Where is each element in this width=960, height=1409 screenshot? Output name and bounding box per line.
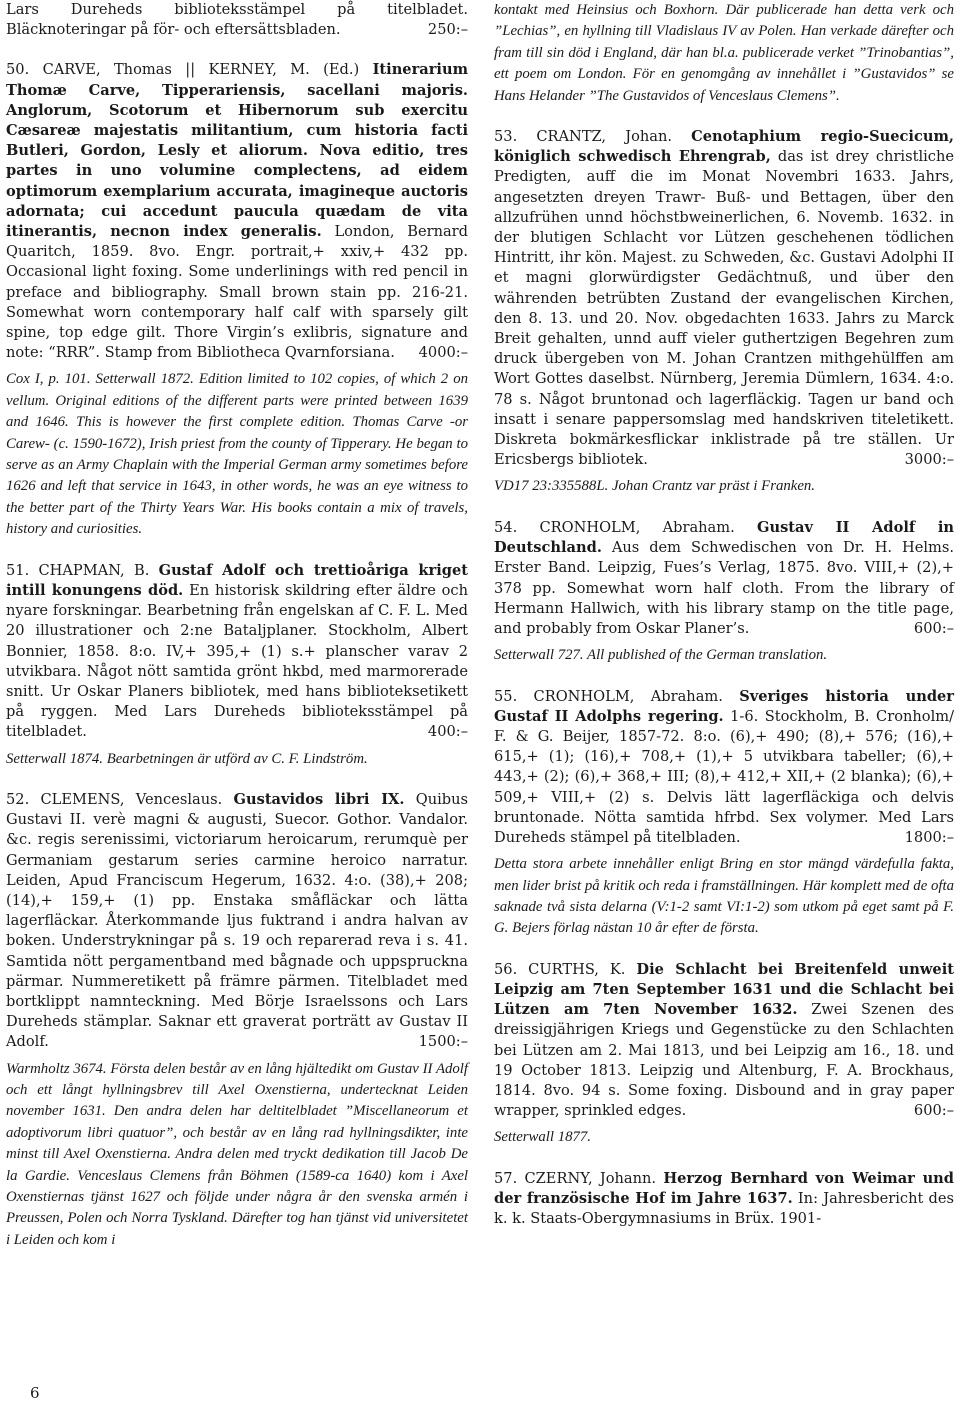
entry-heading: 53. CRANTZ, Johan. — [494, 128, 672, 146]
entry-title: Die Schlacht bei Breitenfeld unweit Leipzig am 7ten September 1631 und die Schlacht bei Lützen am 7ten November 1632. — [494, 960, 954, 1019]
catalog-entry-52 — [6, 790, 468, 1251]
entry-title: Sveriges historia under Gustaf II Adolphs regering. — [494, 687, 954, 725]
entry-note: Setterwall 1877. — [494, 1129, 591, 1146]
entry-price: 3000:– — [904, 451, 954, 469]
entry-description: In: Jahresbericht des k. k. Staats-Obergymnasiums in Brüx. 1901- — [494, 1190, 955, 1228]
entry-description: Zwei Szenen des dreissigjährigen Kriegs und Gegenstücke zu den Schlachten bei Lützen am 2. Mai 1813, und bei Leipzig am 16., 18. und 19 October 1813. Leipzig und Altenburg, F. A. Brockhaus, 1814. 8vo. 94 s. Some foxing. Disbound and in gray paper wrapper, sprinkled edges. — [494, 1001, 954, 1120]
page-number: 6 — [30, 1384, 40, 1402]
entry-description: Lars Dureheds biblioteksstämpel på titelbladet. Bläcknoteringar på för- och eftersättsbladen. — [6, 1, 468, 39]
entry-description: Aus dem Schwedischen von Dr. H. Helms. Erster Band. Leipzig, Fues’s Verlag, 1875. 8vo. VIII,+ (2),+ 378 pp. Somewhat worn half cloth. From the library of Hermann Hallwich, with his library stamp on the title page, and probably from Oskar Planer’s. — [494, 539, 954, 637]
continuation-entry-49 — [6, 0, 468, 40]
entry-heading-editor: KERNEY, M. (Ed.) — [208, 61, 360, 79]
entry-title: Itinerarium Thomæ Carve, Tipperariensis, sacellani majoris. Anglorum, Scotorum et Hibernorum sub exercitu Cæsareæ majestatis militantium, cum historia facti Butleri, Gordon, Lesly et aliorum. Nova editio, tres partes in uno volumine complectens, ad eidem optimorum exemplarium accurata, imagineque auctoris adornata; cui accedunt paucula quædam de vita itinerantis, necnon index generalis. — [6, 61, 469, 241]
entry-title: Herzog Bernhard von Weimar und der französische Hof im Jahre 1637. — [494, 1169, 954, 1207]
entry-heading: 51. CHAPMAN, B. — [6, 561, 150, 579]
catalog-entry-50 — [6, 60, 468, 540]
left-column — [6, 0, 468, 1251]
entry-title: Cenotaphium regio-Suecicum, königlich schwedisch Ehrengrab, — [494, 128, 954, 166]
catalog-entry-57 — [494, 1169, 954, 1230]
right-column — [494, 0, 954, 1229]
catalog-entry-56 — [494, 960, 954, 1149]
entry-note: Setterwall 1874. Bearbetningen är utförd av C. F. Lindström. — [6, 750, 368, 767]
entry-note: Detta stora arbete innehåller enligt Bring en stor mängd värdefulla fakta, men lider brist på kritik och reda i framställningen. Här komplett med de ofta saknade två sista delarna (V:1-2 samt VI:1-2) som utkom på eget samt på F. G. Bejers förlag nästan 10 år efter de första. — [494, 856, 954, 937]
entry-heading: 55. CRONHOLM, Abraham. — [494, 687, 723, 705]
entry-title: Gustavidos libri IX. — [233, 790, 405, 808]
entry-note: Warmholtz 3674. Första delen består av en lång hjältedikt om Gustav II Adolf och ett långt hyllningsbrev till Axel Oxenstierna, undertecknat Leiden november 1631. Den andra delen har deltitelbladet ”Miscellaneorum et adoptivorum libri quatuor”, och består av en lång rad hyllningsdikter, inte minst till Axel Oxenstierna. Andra delen med tryckt dedikation till Jacob De la Gardie. Venceslaus Clemens från Böhmen (1589-ca 1640) kom i Axel Oxenstiernas tjänst 1627 och följde under några år den svenska armén i Preussen, Polen och Norra Tyskland. Därefter tog han tjänst vid universitetet i Leiden och kom i — [6, 1060, 468, 1248]
entry-price: 1500:– — [418, 1033, 468, 1051]
entry-note: Setterwall 727. All published of the German translation. — [494, 647, 828, 664]
entry-description: London, Bernard Quaritch, 1859. 8vo. Engr. portrait,+ xxiv,+ 432 pp. Occasional light foxing. Some underlinings with red pencil in preface and bibliography. Small brown stain pp. 216-21. Somewhat worn contemporary half calf with sparsely gilt spine, top edge gilt. Thore Virgin’s exlibris, signature and note: “RRR”. Stamp from Bibliotheca Qvarnforsiana. — [6, 223, 468, 362]
entry-description: Quibus Gustavi II. verè magni & augusti, Suecor. Gothor. Vandalor. &c. regis serenissimi, victoriarum heroicarum, rerumquè per Germaniam gestarum series carmine heroico narratur. Leiden, Apud Franciscum Hegerum, 1632. 4:o. (38),+ 208; (14),+ 159,+ (1) pp. Enstaka småfläckar och lätta lagerfläckar. Återkommande ljus fuktrand i andra halvan av boken. Understrykningar på s. 19 och reparerad reva i s. 41. Samtida nött pergamentband med bågnade och uppspruckna pärmar. Nummeretikett på främre pärmen. Titelbladet med bortklippt namnteckning. Med Börje Israelssons och Lars Dureheds stämplar. Saknar ett graverat porträtt av Gustav II Adolf. — [6, 790, 468, 1051]
catalog-entry-54 — [494, 518, 954, 667]
entry-heading: 54. CRONHOLM, Abraham. — [494, 518, 735, 536]
entry-note: Cox I, p. 101. Setterwall 1872. Edition limited to 102 copies, of which 2 on vellum. Original editions of the different parts were printed between 1639 and 1646. This is however the first complete edition. Thomas Carve -or Carew- (c. 1590-1672), Irish priest from the county of Tipperary. He began to serve as an Army Chaplain with the Imperial German army sometimes before 1626 and left that service in 1643, in other words, he was an eye witness to the better part of the Thirty Years War. His books contain a mix of travels, history and curiosities. — [6, 371, 468, 538]
entry-price: 400:– — [427, 723, 468, 741]
entry-separator: || — [185, 61, 196, 79]
entry-description: 1-6. Stockholm, B. Cronholm/ F. & G. Beijer, 1857-72. 8:o. (6),+ 490; (8),+ 576; (16),+ 615,+ (1); (16),+ 708,+ (1),+ 5 utvikbara tabeller; (6),+ 443,+ (2); (6),+ 368,+ III; (8),+ 412,+ XII,+ (2 blanka); (6),+ 509,+ VIII,+ (2) s. Delvis lätt lagerfläckiga och delvis bruntonade. Nötta samtida hfrbd. Sex volymer. Med Lars Dureheds stämpel på titelbladen. — [494, 707, 954, 846]
entry-price: 600:– — [913, 619, 954, 637]
entry-price: 600:– — [913, 1102, 954, 1120]
entry-heading: 52. CLEMENS, Venceslaus. — [6, 790, 223, 808]
entry-heading: 50. CARVE, Thomas — [6, 61, 172, 79]
catalog-entry-55 — [494, 687, 954, 940]
entry-description: das ist drey christliche Predigten, auff die im Monat Novembri 1633. Jahrs, angesetzten dreyen Trawr- Buß- und Bettagen, über den allzufrühen unnd höchstbweinerlichen, 6. Novemb. 1632. in der blutigen Schlacht vor Lützen geschehenen tödlichen Hintritt, ihr kön. Majest. zu Schweden, &c. Gustavi Adolphi II et magni glorwürdigster Gedächtnuß, und über den währenden betrübten Zustand der evangelischen Kirchen, den 8. 13. und 20. Nov. obgedachten 1633. Jahrs zu Marck Breit gehalten, unnd auff vieler guthertzigen Begehren zum druck übergeben von M. Johan Crantzen mithgehülffen am Wort Gottes daselbst. Nürnberg, Jeremia Dümlern, 1634. 4:o. 78 s. Något bruntonad och lagerfläckig. Tagen ur band och insatt i senare pappersomslag med handskriven titeletikett. Diskreta bokmärkesflickar inklistrade på tre ställen. Ur Ericsbergs bibliotek. — [494, 148, 954, 469]
entry-description: En historisk skildring efter äldre och nyare forskningar. Bearbetning från engelskan af C. F. L. Med 20 illustrationer och 2:ne Bataljplaner. Stockholm, Albert Bonnier, 1858. 8:o. IV,+ 395,+ (1) s.+ planscher varav 2 utvikbara. Något nött samtida grönt hkbd, med marmorerade snitt. Ur Oskar Planers bibliotek, med hans biblioteksetikett på ryggen. Med Lars Dureheds biblioteksstämpel på titelbladet. — [6, 581, 469, 741]
entry-heading: 57. CZERNY, Johann. — [494, 1169, 657, 1187]
catalog-entry-53 — [494, 127, 954, 498]
entry-title: Gustaf Adolf och trettioåriga kriget intill konungens död. — [6, 561, 468, 599]
entry-note: VD17 23:335588L. Johan Crantz var präst i Franken. — [494, 478, 816, 495]
entry-price: 250:– — [427, 21, 468, 39]
entry-heading: 56. CURTHS, K. — [494, 960, 626, 978]
entry-price: 4000:– — [418, 344, 468, 362]
entry-title: Gustav II Adolf in Deutschland. — [494, 518, 954, 557]
entry-price: 1800:– — [904, 828, 954, 846]
catalog-entry-51 — [6, 561, 468, 770]
entry-note-continuation: kontakt med Heinsius och Boxhorn. Där publicerade han detta verk och ”Lechias”, en hyllning till Vladislaus IV av Polen. Han verkade därefter och fram till sin död i England, där han bl.a. publicerade verket ”Trinobantias”, ett poem om London. För en genomgång av innehållet i ”Gustavidos” se Hans Helander ”The Gustavidos of Venceslaus Clemens”. — [494, 2, 954, 104]
